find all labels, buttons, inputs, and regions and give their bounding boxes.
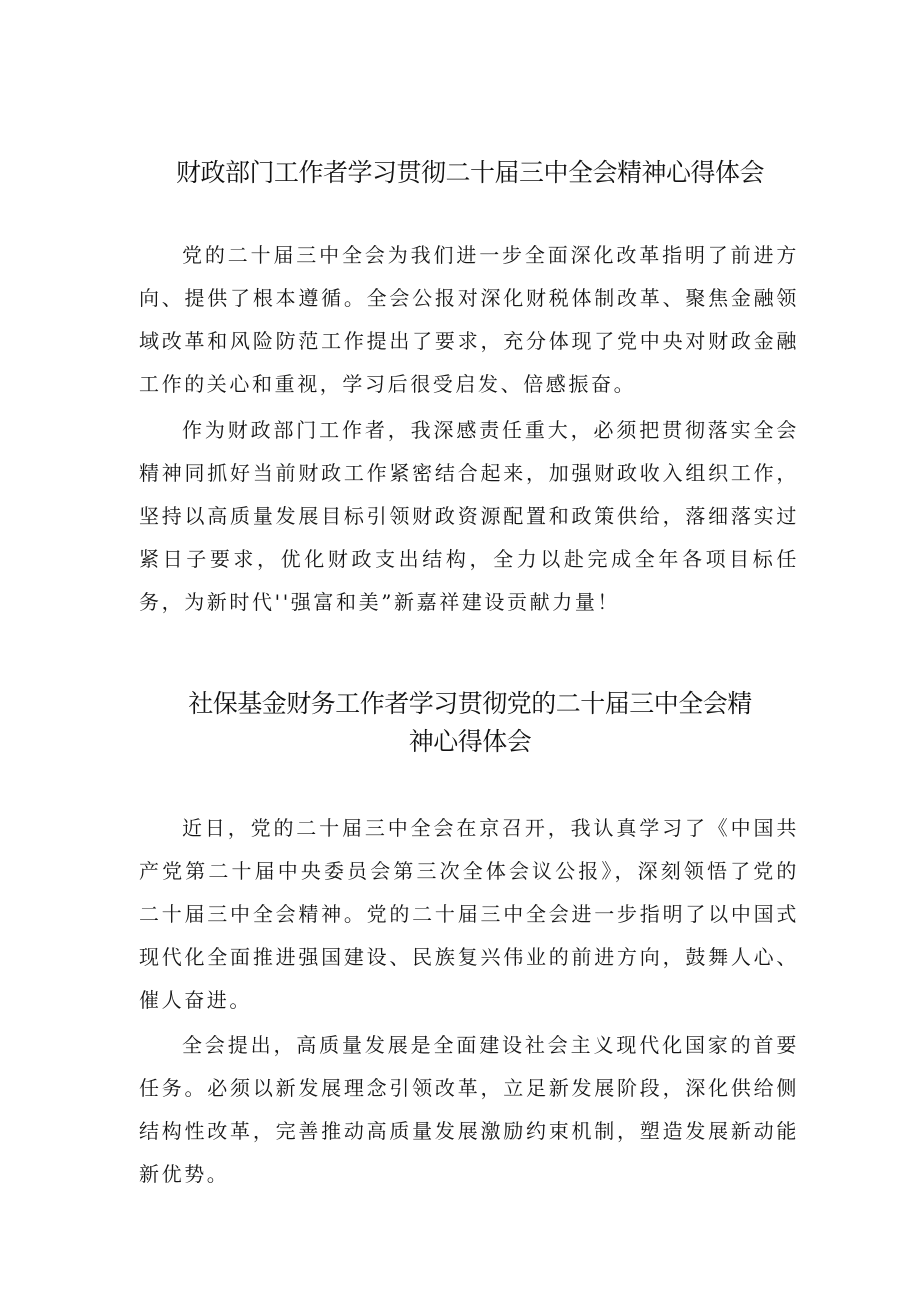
article-2-title-line-1: 社保基金财务工作者学习贯彻党的二十届三中全会精 (188, 689, 752, 718)
article-1-title: 财政部门工作者学习贯彻二十届三中全会精神心得体会 (175, 158, 764, 187)
article-2-title (140, 685, 800, 761)
article-2-paragraph-2: 全会提出，高质量发展是全面建设社会主义现代化国家的首要任务。必须以新发展理念引领改革，立足新发展阶段，深化供给侧结构性改革，完善推动高质量发展激励约束机制，塑造发展新动能新优势。 (139, 1033, 799, 1186)
article-1-paragraph-2: 作为财政部门工作者，我深感责任重大，必须把贯彻落实全会精神同抓好当前财政工作紧密结合起来，加强财政收入组织工作，坚持以高质量发展目标引领财政资源配置和政策供给，落细落实过紧日子要求，优化财政支出结构，全力以赴完成全年各项目标任务，为新时代''强富和美”新嘉祥建设贡献力量！ (139, 418, 799, 614)
article-2-paragraph-1: 近日，党的二十届三中全会在京召开，我认真学习了《中国共产党第二十届中央委员会第三次全体会议公报》，深刻领悟了党的二十届三中全会精神。党的二十届三中全会进一步指明了以中国式现代化全面推进强国建设、民族复兴伟业的前进方向，鼓舞人心、催人奋进。 (139, 816, 799, 1012)
article-2-title-line-2: 神心得体会 (408, 727, 532, 756)
article-1-paragraph-1: 党的二十届三中全会为我们进一步全面深化改革指明了前进方向、提供了根本遵循。全会公报对深化财税体制改革、聚焦金融领域改革和风险防范工作提出了要求，充分体现了党中央对财政金融工作的关心和重视，学习后很受启发、倍感振奋。 (139, 243, 799, 396)
